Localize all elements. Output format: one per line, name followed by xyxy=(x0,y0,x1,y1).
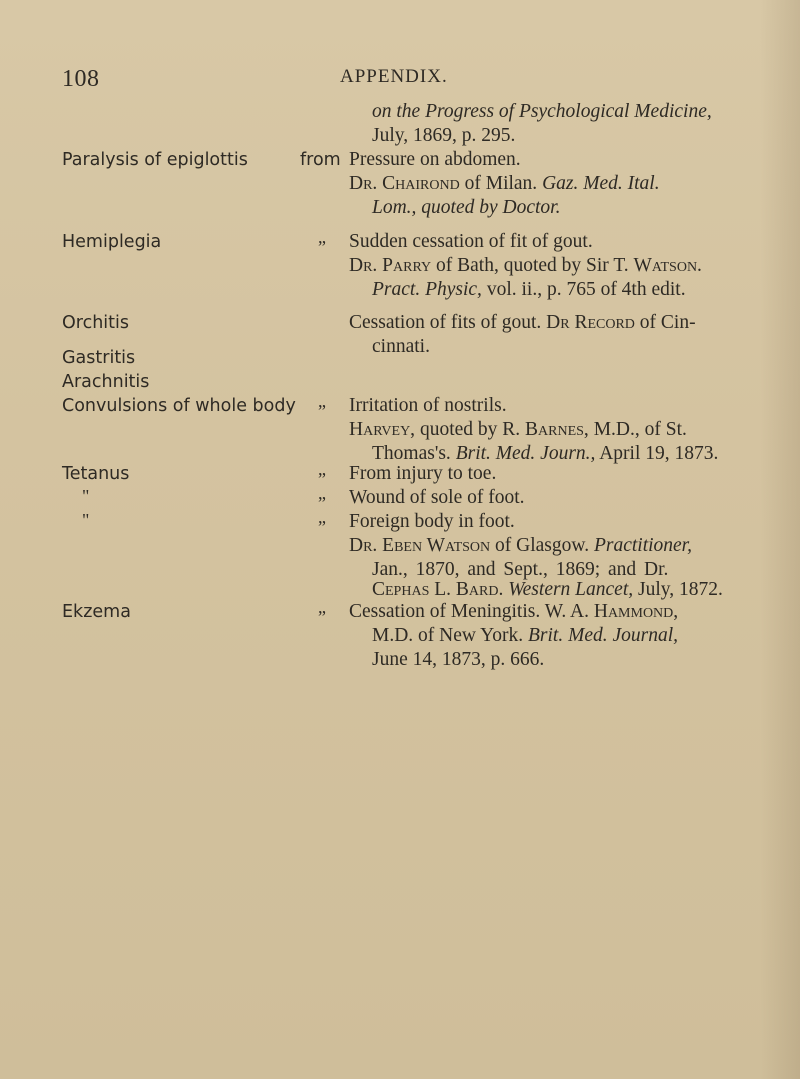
entry-label: Arachnitis xyxy=(62,372,150,392)
ditto-mark: „ xyxy=(318,459,326,479)
ditto-mark: „ xyxy=(318,597,326,617)
entry-label: Convulsions of whole body xyxy=(62,396,296,416)
ditto-mark: „ xyxy=(318,507,326,527)
author-name: Harvey, xyxy=(349,419,416,440)
text-line: June 14, 1873, p. 666. xyxy=(372,649,545,670)
page-edge-shadow xyxy=(760,0,800,1079)
text-span: of Bath, quoted by Sir T. xyxy=(431,255,634,276)
from-label: from xyxy=(300,150,341,170)
text-line: Foreign body in foot. xyxy=(349,511,515,532)
ditto-mark-left: " xyxy=(82,486,90,506)
entry-label: Ekzema xyxy=(62,602,131,622)
text-span: July, 1872. xyxy=(633,579,723,600)
text-span: vol. ii., p. 765 of 4th edit. xyxy=(481,279,686,300)
text-span: of Cin- xyxy=(634,312,696,333)
text-line: Pressure on abdomen. xyxy=(349,149,521,170)
text-span: Cessation of fits of gout. xyxy=(349,312,547,333)
author-name: Dr. Chairond xyxy=(349,173,460,194)
text-line xyxy=(372,624,678,648)
text-span: of Glasgow. xyxy=(490,535,594,556)
entry-label: Orchitis xyxy=(62,313,130,333)
text-span: Cessation of Meningitis. W. A. xyxy=(349,601,594,622)
running-title: APPENDIX. xyxy=(340,66,448,87)
text-line: Sudden cessation of fit of gout. xyxy=(349,231,593,252)
citation: Pract. Physic, xyxy=(372,279,482,300)
text-line: From injury to toe. xyxy=(349,463,497,484)
text-line: Wound of sole of foot. xyxy=(349,487,525,508)
author-name: Barnes, xyxy=(525,419,589,440)
text-line xyxy=(349,418,687,442)
text-line: Lom., quoted by Doctor. xyxy=(372,197,561,218)
entry-label: Paralysis of epiglottis xyxy=(62,150,248,170)
text-line xyxy=(349,311,696,335)
author-name: Dr Record xyxy=(546,312,635,333)
citation: Gaz. Med. Ital. xyxy=(542,173,660,194)
text-span: quoted by R. xyxy=(415,419,526,440)
ditto-mark: „ xyxy=(318,391,326,411)
citation: Practitioner, xyxy=(593,535,692,556)
text-line: July, 1869, p. 295. xyxy=(372,125,516,146)
text-span: of Milan. xyxy=(459,173,543,194)
text-span: M.D. of New York. xyxy=(372,625,529,646)
text-span: Thomas's. xyxy=(372,443,456,464)
text-line: Jan., 1870, and Sept., 1869; and Dr. xyxy=(372,559,669,580)
page-number: 108 xyxy=(62,66,100,92)
text-line xyxy=(349,534,692,558)
text-line xyxy=(372,578,723,602)
text-line xyxy=(349,172,660,196)
text-span: M.D., of St. xyxy=(588,419,687,440)
author-name: Hammond, xyxy=(593,601,679,622)
citation: Brit. Med. Journal, xyxy=(528,625,679,646)
text-line: cinnati. xyxy=(372,336,430,357)
ditto-mark: „ xyxy=(318,227,326,247)
author-name: Dr. Parry xyxy=(349,255,432,276)
entry-label: Gastritis xyxy=(62,348,136,368)
text-line: Irritation of nostrils. xyxy=(349,395,507,416)
text-line: on the Progress of Psychological Medicine, xyxy=(372,101,712,122)
ditto-mark-left: " xyxy=(82,510,90,530)
entry-label: Tetanus xyxy=(62,464,130,484)
text-line xyxy=(349,600,678,624)
entry-label: Hemiplegia xyxy=(62,232,162,252)
author-name: Dr. Eben Watson xyxy=(349,535,491,556)
text-line xyxy=(372,278,686,302)
text-span: April 19, 1873. xyxy=(595,443,719,464)
citation: Brit. Med. Journ., xyxy=(455,443,596,464)
author-name: Watson. xyxy=(633,255,702,276)
ditto-mark: „ xyxy=(318,483,326,503)
citation: Western Lancet, xyxy=(508,579,634,600)
author-name: Cephas L. Bard. xyxy=(372,579,504,600)
text-line xyxy=(349,254,702,278)
